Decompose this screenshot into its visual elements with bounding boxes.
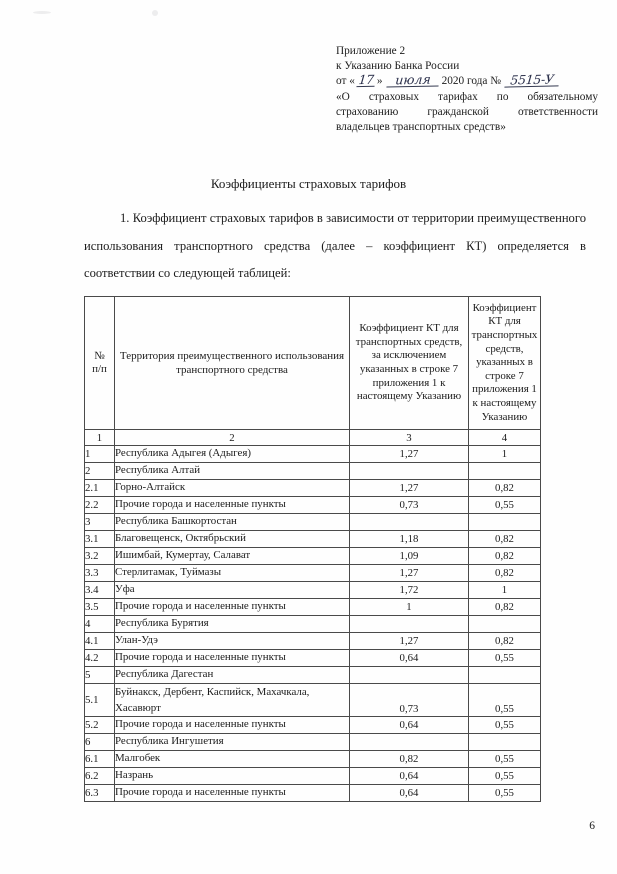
date-line <box>336 71 598 89</box>
row-index: 5 <box>85 667 115 684</box>
table-row <box>85 463 541 480</box>
row-kt-general <box>350 616 469 633</box>
row-territory: Республика Бурятия <box>115 616 350 633</box>
column-number-2: 2 <box>115 430 350 446</box>
row-kt-general: 0,73 <box>350 684 469 717</box>
row-kt-general: 1,09 <box>350 548 469 565</box>
row-kt-general <box>350 667 469 684</box>
table-row <box>85 717 541 734</box>
column-header-kt-row7: Коэффициент КТ для транспортных средств, указанных в строке 7 приложения 1 к настоящему Указанию <box>469 297 541 430</box>
row-kt-row7: 0,82 <box>469 548 541 565</box>
row-territory: Буйнакск, Дербент, Каспийск, Махачкала, Хасавюрт <box>115 684 350 717</box>
appendix-line: Приложение 2 <box>336 45 406 57</box>
row-territory: Малгобек <box>115 751 350 768</box>
table-row <box>85 531 541 548</box>
row-kt-general <box>350 463 469 480</box>
row-kt-row7: 0,55 <box>469 785 541 802</box>
table-row <box>85 599 541 616</box>
column-number-1: 1 <box>85 430 115 446</box>
table-row <box>85 480 541 497</box>
row-index: 5.1 <box>85 684 115 717</box>
scan-artifact <box>33 11 51 14</box>
table-row <box>85 616 541 633</box>
table-row <box>85 446 541 463</box>
column-header-number-line2: п/п <box>92 363 107 375</box>
row-kt-general: 0,64 <box>350 768 469 785</box>
row-kt-general: 0,64 <box>350 650 469 667</box>
row-index: 4.2 <box>85 650 115 667</box>
row-kt-row7 <box>469 667 541 684</box>
page-number: 6 <box>589 820 595 832</box>
row-territory: Республика Адыгея (Адыгея) <box>115 446 350 463</box>
row-territory: Республика Дагестан <box>115 667 350 684</box>
row-territory: Прочие города и населенные пункты <box>115 650 350 667</box>
row-kt-row7: 0,55 <box>469 768 541 785</box>
row-index: 2.2 <box>85 497 115 514</box>
row-kt-row7: 0,82 <box>469 565 541 582</box>
row-kt-row7: 1 <box>469 582 541 599</box>
row-territory: Республика Ингушетия <box>115 734 350 751</box>
row-kt-general: 0,64 <box>350 785 469 802</box>
table-row <box>85 684 541 717</box>
column-header-number-line1: № <box>94 350 105 362</box>
row-index: 1 <box>85 446 115 463</box>
row-kt-general: 1,18 <box>350 531 469 548</box>
row-kt-general: 1,27 <box>350 480 469 497</box>
row-territory: Прочие города и населенные пункты <box>115 717 350 734</box>
row-territory: Прочие города и населенные пункты <box>115 599 350 616</box>
row-index: 3.2 <box>85 548 115 565</box>
row-territory: Республика Алтай <box>115 463 350 480</box>
row-kt-general: 0,82 <box>350 751 469 768</box>
column-header-territory: Территория преимущественного использования транспортного средства <box>115 297 350 430</box>
row-territory: Прочие города и населенные пункты <box>115 497 350 514</box>
row-index: 3.1 <box>85 531 115 548</box>
table-row <box>85 734 541 751</box>
table-header-row <box>85 297 541 430</box>
row-kt-row7 <box>469 734 541 751</box>
addressee-line: к Указанию Банка России <box>336 60 460 73</box>
table-row <box>85 514 541 531</box>
handwritten-day: 17 <box>357 72 375 88</box>
intro-paragraph: 1. Коэффициент страховых тарифов в зависимости от территории преимущественного использования транспортного средства (далее – коэффициент КТ) определяется в соответствии со следующей таблицей: <box>84 211 586 280</box>
row-kt-row7: 0,55 <box>469 497 541 514</box>
row-territory: Назрань <box>115 768 350 785</box>
row-kt-row7: 0,82 <box>469 480 541 497</box>
row-kt-general: 1,72 <box>350 582 469 599</box>
row-kt-general: 0,64 <box>350 717 469 734</box>
row-kt-row7: 0,55 <box>469 717 541 734</box>
column-number-3: 3 <box>350 430 469 446</box>
table-row <box>85 633 541 650</box>
table-row <box>85 667 541 684</box>
row-index: 6.3 <box>85 785 115 802</box>
date-year-label: 2020 года № <box>441 75 502 88</box>
row-index: 2.1 <box>85 480 115 497</box>
row-index: 3.3 <box>85 565 115 582</box>
row-kt-general: 1,27 <box>350 446 469 463</box>
row-kt-row7 <box>469 616 541 633</box>
row-kt-row7: 0,82 <box>469 599 541 616</box>
row-index: 6.1 <box>85 751 115 768</box>
row-territory: Улан-Удэ <box>115 633 350 650</box>
table-row <box>85 582 541 599</box>
row-kt-row7 <box>469 514 541 531</box>
column-header-number <box>85 297 115 430</box>
row-kt-row7: 0,55 <box>469 751 541 768</box>
row-kt-general: 1,27 <box>350 565 469 582</box>
table-row <box>85 785 541 802</box>
row-index: 6 <box>85 734 115 751</box>
row-kt-row7: 0,55 <box>469 684 541 717</box>
handwritten-month: июля <box>386 74 439 88</box>
row-territory: Стерлитамак, Туймазы <box>115 565 350 582</box>
document-header <box>336 44 598 135</box>
row-kt-row7: 0,82 <box>469 531 541 548</box>
row-territory: Ишимбай, Кумертау, Салават <box>115 548 350 565</box>
row-index: 3.4 <box>85 582 115 599</box>
row-kt-general <box>350 514 469 531</box>
table-row <box>85 565 541 582</box>
table-row <box>85 497 541 514</box>
document-subject: «О страховых тарифах по обязательному страхованию гражданской ответственности владельцев транспортных средств» <box>336 90 598 134</box>
row-territory: Республика Башкортостан <box>115 514 350 531</box>
column-number-row <box>85 430 541 446</box>
column-header-kt-general: Коэффициент КТ для транспортных средств, за исключением указанных в строке 7 приложения 1 к настоящему Указанию <box>350 297 469 430</box>
row-kt-row7: 0,55 <box>469 650 541 667</box>
row-territory: Уфа <box>115 582 350 599</box>
row-kt-row7 <box>469 463 541 480</box>
table-row <box>85 768 541 785</box>
row-index: 5.2 <box>85 717 115 734</box>
table-header <box>85 297 541 446</box>
scan-artifact <box>152 10 158 16</box>
row-kt-general: 0,73 <box>350 497 469 514</box>
handwritten-document-number: 5515-У <box>504 74 559 88</box>
row-index: 3 <box>85 514 115 531</box>
page-title: Коэффициенты страховых тарифов <box>210 176 407 191</box>
column-number-4: 4 <box>469 430 541 446</box>
row-kt-row7: 0,82 <box>469 633 541 650</box>
coefficient-table <box>84 296 541 802</box>
table-body <box>85 446 541 802</box>
row-kt-general <box>350 734 469 751</box>
row-territory: Прочие города и населенные пункты <box>115 785 350 802</box>
row-kt-general: 1 <box>350 599 469 616</box>
row-index: 4 <box>85 616 115 633</box>
table-row <box>85 548 541 565</box>
date-quote-close: » <box>376 75 383 88</box>
row-index: 6.2 <box>85 768 115 785</box>
row-index: 2 <box>85 463 115 480</box>
table-row <box>85 751 541 768</box>
row-kt-general: 1,27 <box>350 633 469 650</box>
row-kt-row7: 1 <box>469 446 541 463</box>
row-territory: Горно-Алтайск <box>115 480 350 497</box>
row-index: 3.5 <box>85 599 115 616</box>
row-territory: Благовещенск, Октябрьский <box>115 531 350 548</box>
date-prefix: от « <box>336 75 355 88</box>
row-index: 4.1 <box>85 633 115 650</box>
table-row <box>85 650 541 667</box>
